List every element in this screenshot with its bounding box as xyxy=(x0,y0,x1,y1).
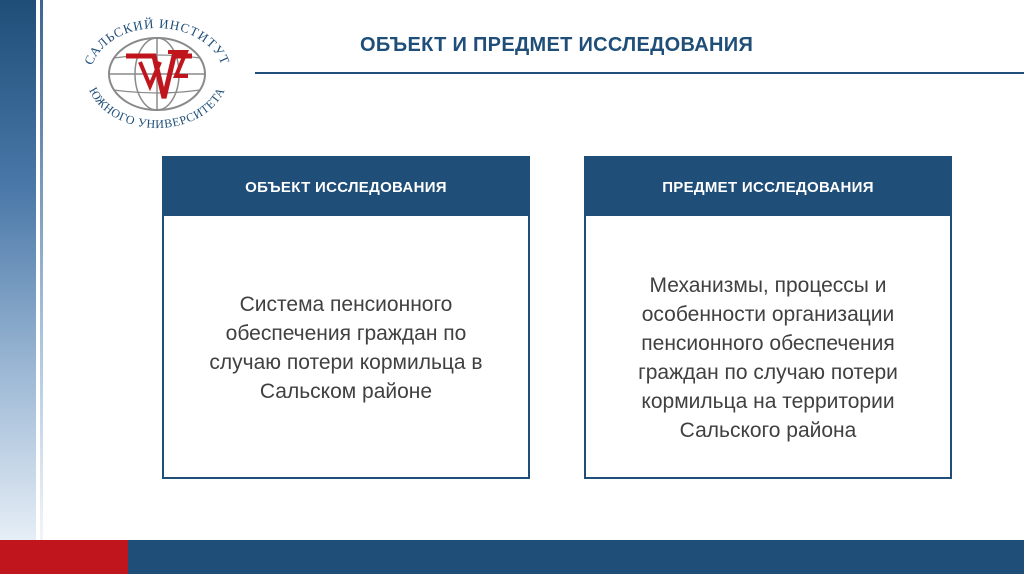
object-text-line: Система пенсионного xyxy=(239,292,453,316)
svg-text:САЛЬСКИЙ ИНСТИТУТ: САЛЬСКИЙ ИНСТИТУТ xyxy=(80,15,234,68)
subject-text-line: особенности организации xyxy=(641,303,895,326)
subject-card-text xyxy=(638,271,898,445)
left-decor-line xyxy=(40,0,43,540)
object-card-header: ОБЪЕКТ ИССЛЕДОВАНИЯ xyxy=(164,158,528,216)
header-divider xyxy=(255,72,1024,74)
subject-text-line: пенсионного обеспечения xyxy=(641,332,895,355)
svg-text:ЮЖНОГО УНИВЕРСИТЕТА: ЮЖНОГО УНИВЕРСИТЕТА xyxy=(86,84,228,130)
subject-text-line: граждан по случаю потери xyxy=(638,361,898,384)
subject-card xyxy=(584,156,952,479)
subject-text-line: кормильца на территории xyxy=(641,390,895,413)
object-card xyxy=(162,156,530,479)
object-text-line: Сальском районе xyxy=(259,379,433,403)
subject-card-body xyxy=(586,216,950,479)
footer-accent-bar xyxy=(0,540,128,574)
left-decor-bar xyxy=(0,0,36,540)
object-card-text xyxy=(209,290,482,406)
object-text-line: обеспечения граждан по xyxy=(225,321,467,345)
institute-logo xyxy=(68,12,246,130)
institute-seal xyxy=(68,12,246,130)
object-card-body xyxy=(164,216,528,479)
subject-text-line: Механизмы, процессы и xyxy=(649,274,887,297)
object-text-line: случаю потери кормильца в xyxy=(209,350,483,374)
subject-card-header: ПРЕДМЕТ ИССЛЕДОВАНИЯ xyxy=(586,158,950,216)
page-title: ОБЪЕКТ И ПРЕДМЕТ ИССЛЕДОВАНИЯ xyxy=(360,34,754,56)
subject-text-line: Сальского района xyxy=(679,419,857,442)
footer-bar xyxy=(128,540,1024,574)
